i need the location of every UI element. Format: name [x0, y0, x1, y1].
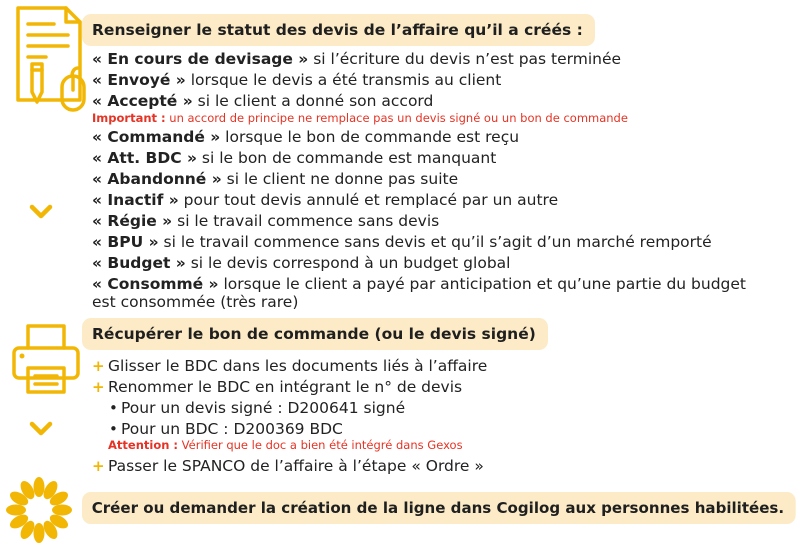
- status-term: « Régie »: [92, 212, 173, 230]
- sunburst-icon: [4, 476, 74, 544]
- status-desc: si le travail commence sans devis et qu’il s’agit d’un marché remporté: [158, 233, 712, 251]
- important-label: Important :: [92, 111, 166, 125]
- chevron-down-icon: [28, 420, 54, 438]
- status-term: « Budget »: [92, 254, 186, 272]
- status-item: [92, 190, 558, 210]
- status-item: [92, 49, 621, 69]
- status-term: « Accepté »: [92, 92, 193, 110]
- status-term: « Consommé »: [92, 275, 219, 293]
- status-item: [92, 70, 501, 90]
- printer-icon: [8, 318, 84, 396]
- status-item: [92, 253, 510, 273]
- attention-text: Vérifier que le doc a bien été intégré dans Gexos: [178, 438, 463, 452]
- plus-icon: +: [92, 357, 105, 375]
- status-term: « BPU »: [92, 233, 159, 251]
- status-desc: si l’écriture du devis n’est pas terminée: [308, 50, 622, 68]
- status-item: [92, 211, 439, 231]
- status-term: « Abandonné »: [92, 170, 222, 188]
- step-renommer: Renommer le BDC en intégrant le n° de devis: [108, 378, 463, 396]
- sub-devis-signe: Pour un devis signé : D200641 signé: [121, 399, 406, 417]
- status-item: [92, 148, 496, 168]
- status-term: « Att. BDC »: [92, 149, 197, 167]
- status-desc: si le bon de commande est manquant: [196, 149, 497, 167]
- status-item: [92, 91, 433, 111]
- status-desc: si le client ne donne pas suite: [221, 170, 459, 188]
- status-item: [92, 169, 458, 189]
- status-continuation: est consommée (très rare): [92, 293, 299, 311]
- chevron-down-icon: [28, 203, 54, 221]
- step-glisser: Glisser le BDC dans les documents liés à l’affaire: [108, 357, 488, 375]
- status-term: « Inactif »: [92, 191, 179, 209]
- document-pen-mouse-icon: [10, 2, 90, 114]
- section-3-heading: Créer ou demander la création de la ligne dans Cogilog aux personnes habilitées.: [82, 492, 796, 524]
- status-desc: lorsque le client a payé par anticipation et qu’une partie du budget: [218, 275, 747, 293]
- important-text: un accord de principe ne remplace pas un devis signé ou un bon de commande: [165, 111, 628, 125]
- status-desc: si le client a donné son accord: [192, 92, 434, 110]
- status-term: « En cours de devisage »: [92, 50, 309, 68]
- attention-label: Attention :: [108, 438, 179, 452]
- bullet-icon: •: [109, 420, 118, 438]
- status-desc: si le travail commence sans devis: [172, 212, 440, 230]
- step-spanco: Passer le SPANCO de l’affaire à l’étape « Ordre »: [108, 457, 484, 475]
- bullet-icon: •: [109, 399, 118, 417]
- status-item: [92, 232, 712, 252]
- status-desc: lorsque le devis a été transmis au client: [185, 71, 502, 89]
- status-desc: si le devis correspond à un budget global: [185, 254, 511, 272]
- status-term: « Envoyé »: [92, 71, 186, 89]
- plus-icon: +: [92, 378, 105, 396]
- status-term: « Commandé »: [92, 128, 221, 146]
- important-note: [92, 111, 628, 125]
- plus-icon: +: [92, 457, 105, 475]
- sub-bdc: Pour un BDC : D200369 BDC: [121, 420, 343, 438]
- status-desc: pour tout devis annulé et remplacé par un autre: [178, 191, 559, 209]
- status-item: [92, 127, 519, 147]
- attention-note: [108, 438, 463, 452]
- section-1-heading: Renseigner le statut des devis de l’affaire qu’il a créés :: [82, 14, 595, 46]
- status-item: [92, 274, 746, 294]
- section-2-heading: Récupérer le bon de commande (ou le devis signé): [82, 318, 548, 350]
- status-desc: lorsque le bon de commande est reçu: [220, 128, 520, 146]
